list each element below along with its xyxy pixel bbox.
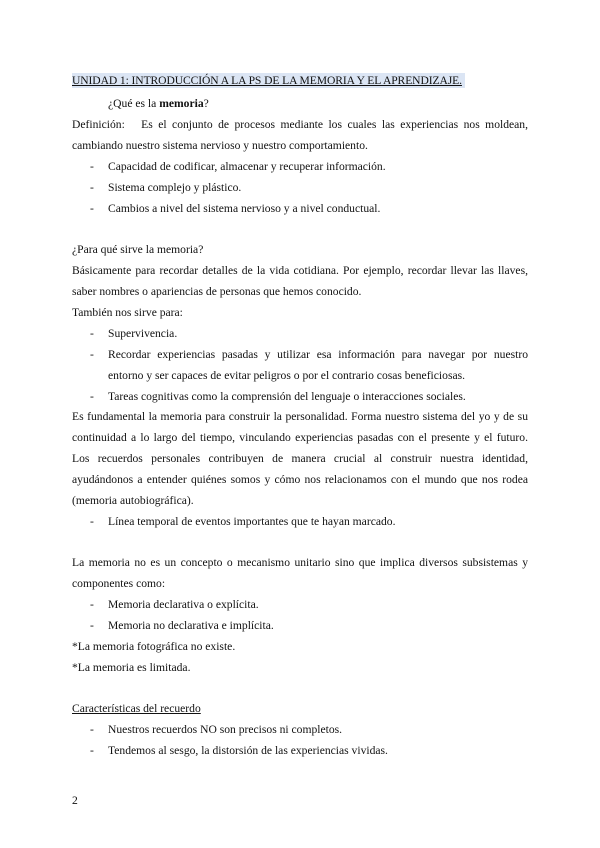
purpose-paragraph: Básicamente para recordar detalles de la vida cotidiana. Por ejemplo, recordar llevar las llaves, saber nombres o apariencias de personas que hemos conocido.	[72, 264, 528, 298]
recall-heading: Características del recuerdo	[72, 702, 201, 715]
question-what-is-memory: ¿Qué es la memoria?	[108, 97, 209, 110]
list-item: - Tendemos al sesgo, la distorsión de las experiencias vividas.	[72, 740, 528, 761]
list-item: - Tareas cognitivas como la comprensión del lenguaje o interacciones sociales.	[72, 386, 528, 407]
unitary-paragraph: La memoria no es un concepto o mecanismo unitario sino que implica diversos subsistemas y componentes como:	[72, 556, 528, 590]
dash-bullet: -	[90, 515, 94, 528]
list-item: - Cambios a nivel del sistema nervioso y a nivel conductual.	[72, 198, 528, 219]
definition-list	[72, 156, 528, 219]
dash-bullet: -	[90, 202, 94, 215]
list-item: - Línea temporal de eventos importantes que te hayan marcado.	[72, 511, 528, 532]
list-item: - Memoria declarativa o explícita.	[72, 594, 528, 615]
list-item: - Supervivencia.	[72, 323, 528, 344]
definition-paragraph: Definición: Es el conjunto de procesos mediante los cuales las experiencias nos moldean, cambiando nuestro sistema nervioso y nuestro comportamiento.	[72, 118, 531, 152]
page-title	[72, 70, 528, 91]
list-item: - Recordar experiencias pasadas y utilizar esa información para navegar por nuestro entorno y ser capaces de evitar peligros o por el contrario cosas beneficiosas.	[72, 344, 528, 386]
dash-bullet: -	[90, 327, 94, 340]
dash-bullet: -	[90, 598, 94, 611]
personality-list	[72, 511, 528, 532]
also-list	[72, 323, 528, 407]
note-photographic: *La memoria fotográfica no existe.	[72, 640, 236, 653]
unitary-list	[72, 594, 528, 636]
list-item: - Sistema complejo y plástico.	[72, 177, 528, 198]
bold-term-memory: memoria	[159, 97, 204, 110]
dash-bullet: -	[90, 160, 94, 173]
dash-bullet: -	[90, 390, 94, 403]
dash-bullet: -	[90, 348, 94, 361]
list-item: - Nuestros recuerdos NO son precisos ni completos.	[72, 719, 528, 740]
dash-bullet: -	[90, 744, 94, 757]
dash-bullet: -	[90, 619, 94, 632]
title-text: UNIDAD 1: INTRODUCCIÓN A LA PS DE LA MEMORIA Y EL APRENDIZAJE.	[72, 73, 465, 88]
dash-bullet: -	[90, 181, 94, 194]
dash-bullet: -	[90, 723, 94, 736]
question-purpose: ¿Para qué sirve la memoria?	[72, 243, 204, 256]
personality-paragraph: Es fundamental la memoria para construir la personalidad. Forma nuestro sistema del yo y de su continuidad a lo largo del tiempo, vinculando experiencias pasadas con el presente y el futuro. Los recuerdos personales contribuyen de manera crucial al construir nuestra identidad, ayudándonos a entender quiénes somos y cómo nos relacionamos con el mundo que nos rodea (memoria autobiográfica).	[72, 410, 528, 507]
page-number: 2	[72, 794, 78, 807]
note-limited: *La memoria es limitada.	[72, 661, 191, 674]
list-item: - Capacidad de codificar, almacenar y recuperar información.	[72, 156, 528, 177]
also-intro: También nos sirve para:	[72, 306, 183, 319]
recall-list	[72, 719, 528, 761]
list-item: - Memoria no declarativa e implícita.	[72, 615, 528, 636]
